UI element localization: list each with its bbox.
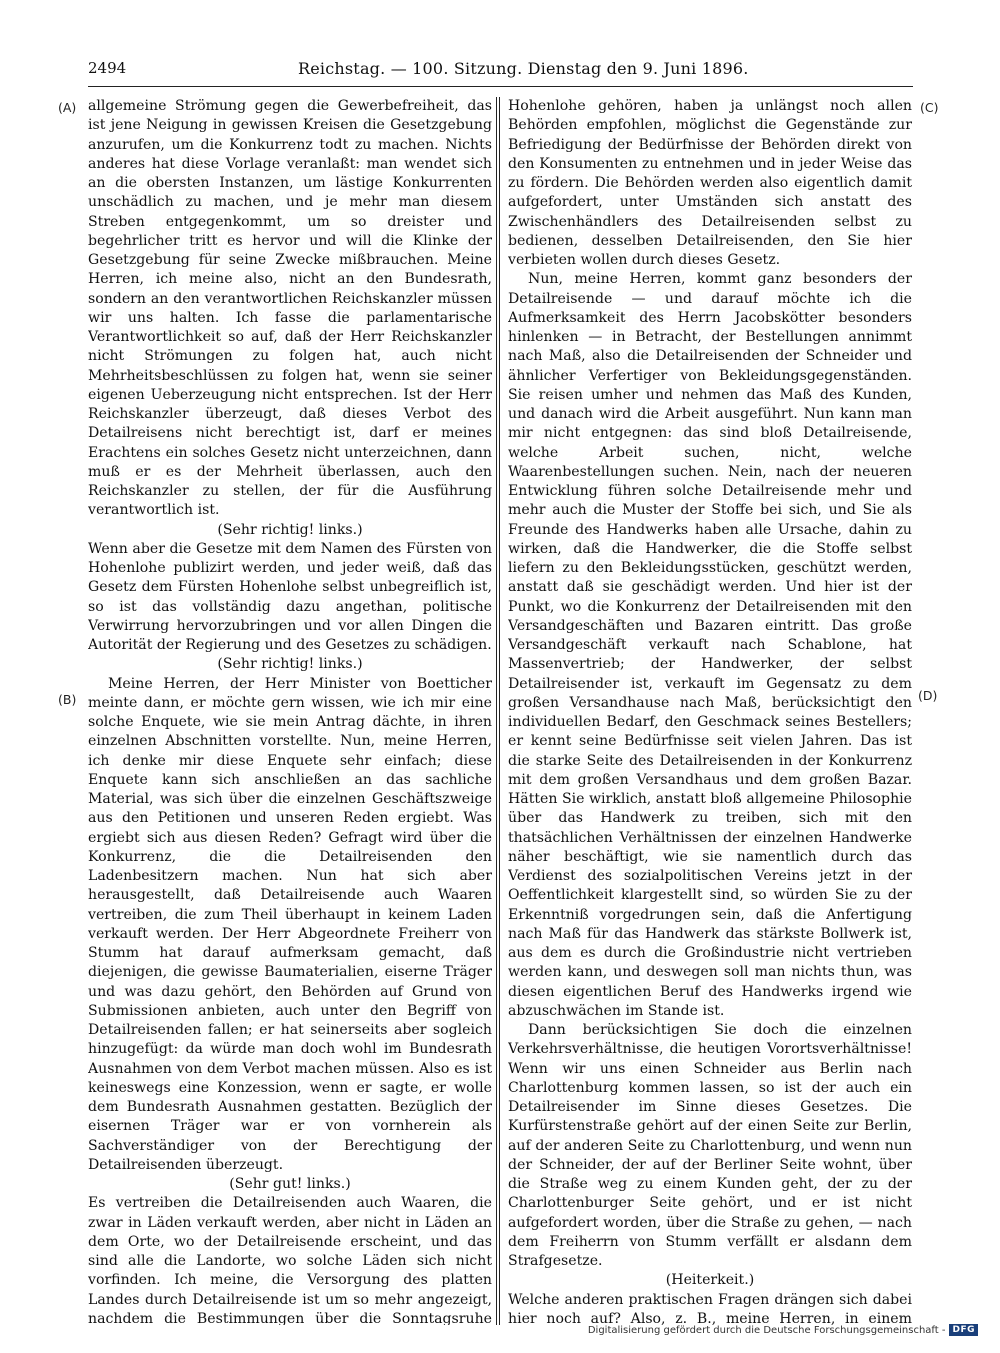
page-number: 2494 (88, 59, 127, 77)
paragraph: Wenn aber die Gesetze mit dem Namen des Fürsten von Hohenlohe publizirt werden, und jeder weiß, daß das Gesetz dem Fürsten Hohenlohe selbst unbegreiflich ist, so ist das vollständig dazu angethan, politische Verwirrung hervorzubringen und vor allen Dingen die Autorität der Regierung und des Gesetzes zu schädigen. (88, 540, 492, 653)
paragraph: Es vertreiben die Detailreisenden auch Waaren, die zwar in Läden verkauft werden, aber nicht in Läden an dem Orte, wo der Detailreisende erscheint, und das sind alle die Landorte, wo solche Läden sich nicht vorfinden. Ich meine, die Versorgung des platten Landes durch Detailreisende ist um so mehr angezeigt, nachdem die Bestimmungen über die Sonntagsruhe (88, 1195, 492, 1325)
footer (588, 1324, 978, 1336)
footer-credit: Digitalisierung gefördert durch die Deutsche Forschungsgemeinschaft - (587, 1324, 946, 1336)
remark: (Sehr richtig! links.) (217, 521, 363, 538)
paragraph: Meine Herren, der Herr Minister von Boetticher meinte dann, er möchte gern wissen, wie ich mir eine solche Enquete, wie sie mein Antrag dächte, in ihren einzelnen Abschnitten vorstellte. Nun, meine Herren, ich denke mir diese Enquete sehr einfach; diese Enquete kann sich anschließen an das sachliche Material, was sich über die einzelnen Geschäftszweige aus den Petitionen und unseren Reden ergiebt. Was ergiebt sich aus diesen Reden? Gefragt wird über die Konkurrenz, die die Detailreisenden den Ladenbesitzern machen. Nun hat sich aber herausgestellt, daß Detailreisende auch Waaren vertreiben, die zum Theil überhaupt in keinem Laden verkauft werden. Der Herr Abgeordnete Freiherr von Stumm hat darauf aufmerksam gemacht, daß diejenigen, die gewisse Baumaterialien, eiserne Träger und was dazu gehört, den Behörden auf Grund von Submissionen anbieten, auch unter den Begriff von Detailreisenden fallen; er hat seinerseits aber sogleich hinzugefügt: da würde man doch wohl im Bundesrath Ausnahmen von dem Verbot machen müssen. Also es ist keineswegs eine Konzession, wenn er sagte, er wolle dem Bundesrath Ausnahmen gestatten. Bezüglich der eisernen Träger war er von vornherein als Sachverständiger von der Berechtigung der Detailreisenden überzeugt. (88, 675, 492, 1173)
dfg-logo: DFG (949, 1324, 978, 1336)
paragraph: Hohenlohe gehören, haben ja unlängst noch allen Behörden empfohlen, möglichst die Gegenstände zur Befriedigung der Bedürfnisse der Behörden direkt von den Konsumenten zu entnehmen und in jeder Weise das zu fördern. Die Behörden werden also eigentlich damit aufgefordert, unter Umständen sich anstatt des Zwischenhändlers des Detailreisenden selbst zu bedienen, desselben Detailreisenden, den Sie hier verbieten wollen durch dieses Gesetz. (508, 98, 912, 268)
page-header (88, 56, 913, 87)
paragraph: Dann berücksichtigen Sie doch die einzelnen Verkehrsverhältnisse, die heutigen Vorortsverhältnisse! Wenn wir uns einen Schneider aus Berlin nach Charlottenburg kommen lassen, so ist der auch ein Detailreisender im Sinne dieses Gesetzes. Die Kurfürstenstraße gehört auf der einen Seite zur Berlin, auf der anderen Seite zu Charlottenburg, und wenn nun der Schneider, der auf der Berliner Seite wohnt, über die Straße weg zu einem Kunden geht, der zu der Charlottenburger Seite gehört, und er ist nicht aufgefordert worden, über die Straße zu gehen, — nach dem Freiherrn von Stumm verfällt er alsdann dem Strafgesetze. (508, 1022, 912, 1269)
column-divider (496, 97, 497, 1325)
paragraph: Welche anderen praktischen Fragen drängen sich dabei hier noch auf? Also, z. B., meine Herren, in einem (508, 1291, 912, 1325)
margin-marker-c: (C) (920, 100, 939, 115)
paragraph: Nun, meine Herren, kommt ganz besonders der Detailreisende — und darauf möchte ich die Aufmerksamkeit des Herrn Jacobskötter besonders hinlenken — in Betracht, der Bestellungen annimmt nach Maß, also die Detailreisenden der Schneider und ähnlicher Verfertiger von Bekleidungsgegenständen. Sie reisen umher und nehmen das Maß des Kunden, und danach wird die Arbeit ausgeführt. Nun kann man mir nicht entgegnen: das sind bloß Detailreisende, welche Arbeit suchen, nicht, welche Waarenbestellungen suchen. Nein, nach der neueren Entwicklung führen solche Detailreisende mehr und mehr auch die Muster der Stoffe bei sich, und Sie als Freunde des Handwerks haben alle Ursache, dahin zu wirken, daß die Handwerker, die die Stoffe selbst liefern zu den Bekleidungsstücken, geschützt werden, anstatt daß sie geschädigt werden. Und hier ist der Punkt, wo die Konkurrenz der Detailreisenden mit den Versandgeschäften und Bazaren eintritt. Das große Versandgeschäft verkauft nach Schablone, hat Massenvertrieb; der Handwerker, der selbst Detailreisender ist, verkauft im Gegensatz zu dem großen Versandhause nach Maß, berücksichtigt den individuellen Bedarf, den Geschmack seines Bestellers; er kennt seine Bedürfnisse seit vielen Jahren. Das ist die starke Seite des Detailreisenden in der Konkurrenz mit dem großen Versandhaus und dem großen Bazar. Hätten Sie wirklich, anstatt bloß allgemeine Philosophie über das Handwerk zu treiben, sich mit den thatsächlichen Verhältnissen der einzelnen Handwerke näher beschäftigt, wie sie namentlich durch das Verdienst des sozialpolitischen Vereins jetzt in der Oeffentlichkeit klargestellt sind, so würden Sie zu der Erkenntniß vorgedrungen sein, daß die Anfertigung nach Maß für das Handwerk das stärkste Bollwerk ist, aus dem es durch die Großindustrie nicht vertrieben werden kann, und deswegen soll man nichts thun, was diesen eigentlichen Beruf des Handwerks irgend wie abzuschwächen im Stande ist. (508, 271, 912, 1019)
right-column (508, 97, 912, 1325)
header-title: Reichstag. — 100. Sitzung. Dienstag den 9. Juni 1896. (298, 59, 749, 78)
remark: (Heiterkeit.) (665, 1272, 755, 1289)
column-divider-inner (499, 97, 500, 1325)
paragraph: allgemeine Strömung gegen die Gewerbefreiheit, das ist jene Neigung in gewissen Kreisen die Gesetzgebung anzurufen, um die Konkurrenz todt zu machen. Nichts anderes hat diese Vorlage veranlaßt: man wendet sich an die obersten Instanzen, um lästige Konkurrenten unschädlich zu machen, und je mehr man diesem Streben entgegenkommt, um so dreister und begehrlicher tritt es hervor und will die Klinke der Gesetzgebung für seine Zwecke mißbrauchen. Meine Herren, ich meine also, nicht an den Bundesrath, sondern an den verantwortlichen Reichskanzler müssen wir uns halten. Ich fasse die parlamentarische Verantwortlichkeit so auf, daß der Herr Reichskanzler nicht Strömungen zu folgen hat, auch nicht Mehrheitsbeschlüssen zu folgen hat, wenn sie seiner eigenen Ueberzeugung nicht entsprechen. Ist der Herr Reichskanzler überzeugt, daß dieses Verbot des Detailreisens nicht berechtigt ist, darf er meines Erachtens ein solches Gesetz nicht unterzeichnen, dann muß er es der Mehrheit überlassen, auch den Reichskanzler zu stellen, der für die Ausführung verantwortlich ist. (88, 98, 492, 519)
left-column (88, 97, 492, 1325)
margin-marker-a: (A) (58, 100, 77, 115)
margin-marker-b: (B) (58, 692, 77, 707)
margin-marker-d: (D) (918, 688, 938, 703)
remark: (Sehr richtig! links.) (217, 656, 363, 673)
remark: (Sehr gut! links.) (229, 1176, 351, 1192)
